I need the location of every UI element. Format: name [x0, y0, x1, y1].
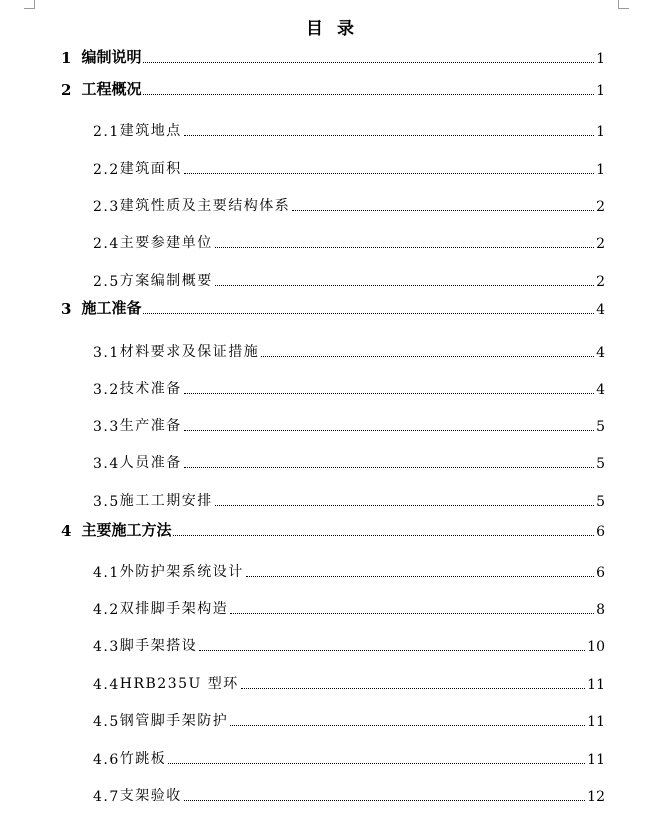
toc-entry[interactable]: [61, 47, 605, 67]
toc-dot-leader: [143, 313, 594, 314]
toc-entry-page-number: 1: [596, 83, 605, 99]
toc-entry-number: 3.4: [93, 456, 120, 472]
toc-entry[interactable]: [93, 710, 605, 730]
toc-entry-number: 3.3: [93, 419, 120, 435]
toc-dot-leader: [199, 650, 585, 651]
toc-entry-page-number: 1: [596, 162, 605, 178]
toc-entry-number: 2: [61, 81, 72, 99]
toc-entry-page-number: 11: [587, 752, 605, 768]
toc-entry[interactable]: [93, 415, 605, 435]
toc-entry-title: 双排脚手架构造: [119, 601, 229, 617]
toc-entry-number: 4.1: [93, 565, 120, 581]
toc-entry-title: 工程概况: [81, 80, 142, 98]
toc-entry-page-number: 2: [596, 236, 605, 252]
toc-entry[interactable]: [93, 158, 605, 178]
toc-entry-number: 2.5: [93, 274, 120, 290]
toc-entry-number: 4.7: [93, 789, 120, 805]
toc-dot-leader: [230, 725, 585, 726]
toc-entry[interactable]: [93, 598, 605, 618]
toc-entry[interactable]: [93, 232, 605, 252]
toc-entry-title: 外防护架系统设计: [119, 564, 244, 580]
toc-entry-number: 4.4: [93, 677, 120, 693]
toc-entry-page-number: 6: [596, 565, 605, 581]
toc-entry-title: 支架验收: [119, 788, 182, 804]
toc-entry-page-number: 5: [596, 456, 605, 472]
toc-entry[interactable]: [93, 452, 605, 472]
toc-dot-leader: [184, 800, 585, 801]
toc-dot-leader: [184, 430, 594, 431]
toc-entry-page-number: 2: [596, 274, 605, 290]
toc-entry-title: 建筑地点: [119, 123, 182, 139]
toc-entry[interactable]: [93, 195, 605, 215]
toc-entry-number: 3.5: [93, 494, 120, 510]
toc-entry-page-number: 11: [587, 677, 605, 693]
toc-entry-number: 2.1: [93, 124, 120, 140]
toc-entry[interactable]: [93, 673, 605, 693]
toc-entry-number: 1: [61, 49, 72, 67]
toc-entry-number: 3: [61, 300, 72, 318]
toc-entry-title: 建筑性质及主要结构体系: [119, 198, 291, 214]
toc-dot-leader: [230, 613, 594, 614]
toc-dot-leader: [184, 393, 594, 394]
toc-entry[interactable]: [61, 79, 605, 99]
toc-dot-leader: [168, 763, 585, 764]
toc-entry-number: 4.3: [93, 639, 120, 655]
toc-entry-page-number: 11: [587, 714, 605, 730]
toc-entry-title: 脚手架搭设: [119, 638, 198, 654]
toc-entry-page-number: 12: [587, 789, 605, 805]
toc-entry[interactable]: [61, 298, 605, 318]
toc-dot-leader: [246, 576, 594, 577]
toc-entry-title: 生产准备: [119, 418, 182, 434]
toc-entry-page-number: 2: [596, 199, 605, 215]
toc-dot-leader: [184, 173, 594, 174]
toc-entry-page-number: 5: [596, 494, 605, 510]
toc-entry[interactable]: [93, 561, 605, 581]
toc-entry-number: 3.2: [93, 382, 120, 398]
toc-entry[interactable]: [93, 490, 605, 510]
toc-entry[interactable]: [93, 635, 605, 655]
toc-entry-page-number: 10: [587, 639, 605, 655]
toc-entry-number: 4.5: [93, 714, 120, 730]
toc-entry-number: 2.2: [93, 162, 120, 178]
toc-entry-number: 4.2: [93, 602, 120, 618]
toc-entry-title: 施工工期安排: [119, 493, 213, 509]
toc-entry-title: 钢管脚手架防护: [119, 713, 229, 729]
toc-entry[interactable]: [93, 748, 605, 768]
toc-dot-leader: [215, 247, 594, 248]
toc-entry-page-number: 8: [596, 602, 605, 618]
toc-entry-number: 2.4: [93, 236, 120, 252]
toc-entry-number: 2.3: [93, 199, 120, 215]
toc-entry-page-number: 6: [596, 524, 605, 540]
toc-entry[interactable]: [61, 520, 605, 540]
toc-dot-leader: [143, 94, 594, 95]
toc-dot-leader: [261, 356, 594, 357]
toc-entry-title: 材料要求及保证措施: [119, 344, 260, 360]
toc-entry-page-number: 1: [596, 51, 605, 67]
toc-entry-page-number: 4: [596, 302, 605, 318]
toc-dot-leader: [241, 688, 585, 689]
toc-entry-page-number: 1: [596, 124, 605, 140]
toc-entry-title: 竹跳板: [119, 751, 167, 767]
toc-entry-title: 编制说明: [81, 48, 142, 66]
toc-entry-number: 4.6: [93, 752, 120, 768]
toc-entry-page-number: 5: [596, 419, 605, 435]
toc-dot-leader: [184, 467, 594, 468]
toc-entry-number: 4: [61, 522, 72, 540]
toc-entry-title: 人员准备: [119, 455, 182, 471]
toc-entry[interactable]: [93, 120, 605, 140]
toc-dot-leader: [215, 285, 594, 286]
toc-entry-title: 施工准备: [81, 299, 142, 317]
toc-entry[interactable]: [93, 378, 605, 398]
toc-dot-leader: [184, 135, 594, 136]
toc-entry[interactable]: [93, 270, 605, 290]
toc-entry-title: 技术准备: [119, 381, 182, 397]
toc-title: 目录: [306, 19, 368, 39]
toc-entry-title: 方案编制概要: [119, 273, 213, 289]
toc-entry-title: 主要参建单位: [119, 235, 213, 251]
toc-dot-leader: [292, 210, 594, 211]
toc-dot-leader: [215, 505, 594, 506]
toc-entry[interactable]: [93, 785, 605, 805]
toc-entry[interactable]: [93, 341, 605, 361]
toc-entry-page-number: 4: [596, 382, 605, 398]
toc-entry-title: HRB235U 型环: [119, 676, 239, 692]
toc-entry-number: 3.1: [93, 345, 120, 361]
toc-dot-leader: [143, 62, 594, 63]
toc-entry-title: 主要施工方法: [81, 521, 172, 539]
toc-entry-page-number: 4: [596, 345, 605, 361]
toc-dot-leader: [173, 535, 594, 536]
toc-entry-title: 建筑面积: [119, 161, 182, 177]
